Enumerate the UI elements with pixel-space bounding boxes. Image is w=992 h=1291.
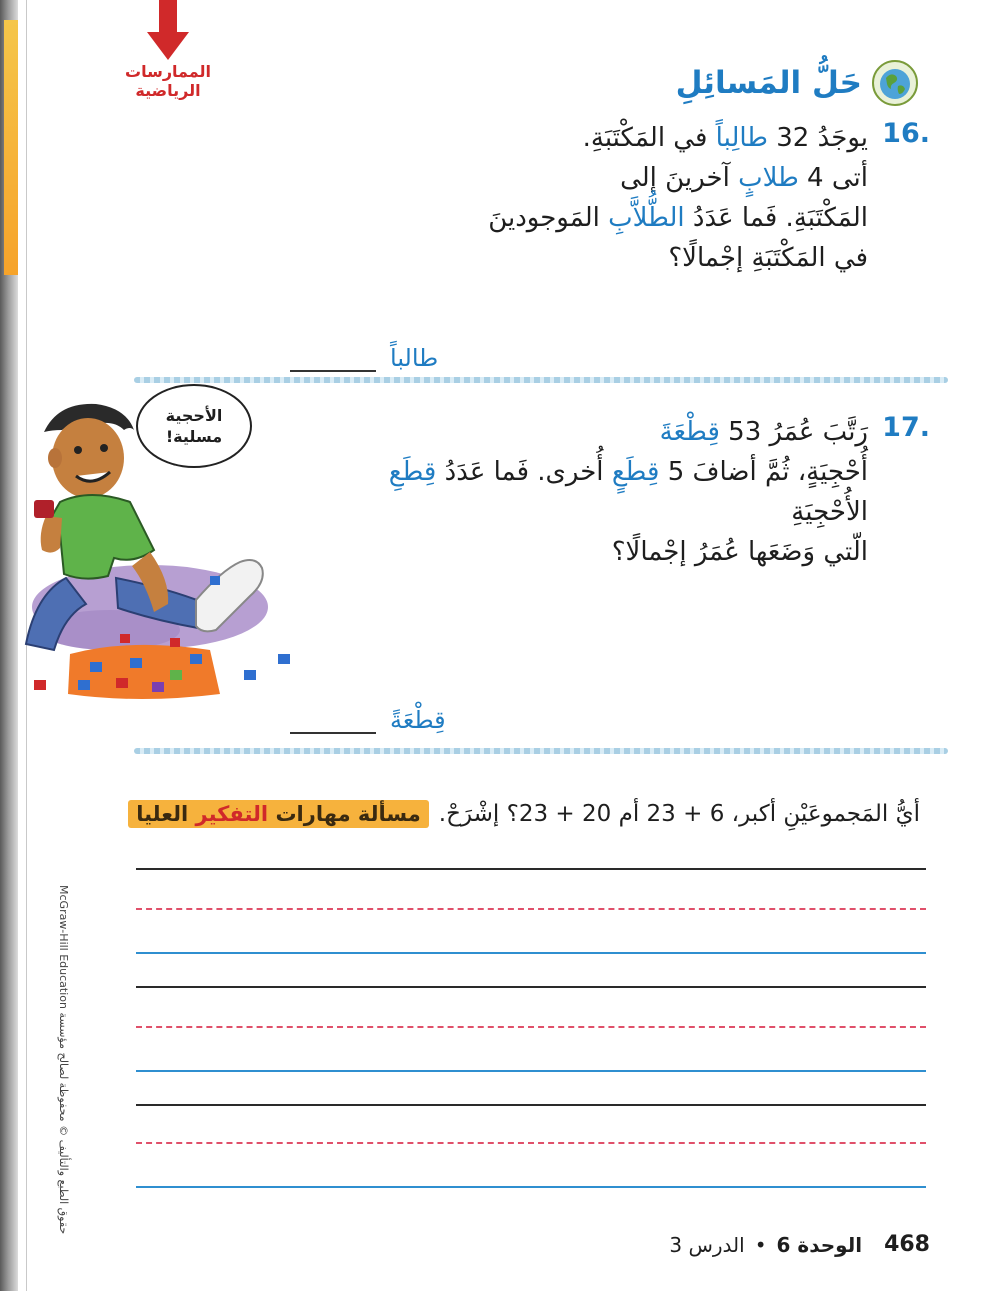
- down-arrow-icon: [143, 0, 193, 62]
- problem-number: 16.: [882, 118, 930, 149]
- text-run: رَتَّبَ عُمَرُ 53: [728, 417, 868, 447]
- speech-bubble-tail-fill: [168, 444, 183, 461]
- problem-16-line-3: [370, 198, 868, 238]
- answer-17: [290, 706, 446, 734]
- hot-badge-highlight: التفكير: [195, 802, 269, 826]
- page-footer: [669, 1232, 930, 1257]
- page-number: 468: [884, 1232, 930, 1257]
- problem-number: 17.: [882, 412, 930, 443]
- writing-line-mid[interactable]: [136, 908, 926, 910]
- text-run: آخرينَ إلى: [620, 163, 730, 193]
- problem-16-line-1: [370, 118, 868, 158]
- problem-16-line-2: [370, 158, 868, 198]
- writing-line-base[interactable]: [136, 952, 926, 954]
- hot-badge: [128, 800, 429, 828]
- keyword-students: الطُّلاَّبِ: [608, 203, 685, 233]
- writing-line-top[interactable]: [136, 986, 926, 988]
- answer-blank-16[interactable]: [290, 346, 376, 372]
- section-divider: [134, 377, 948, 383]
- math-practices-label-2: الرياضية: [135, 81, 201, 100]
- hot-problem: [128, 800, 920, 828]
- bubble-line-2: مسلية!: [165, 427, 223, 446]
- text-run: المَوجودينَ: [488, 203, 600, 233]
- problem-17-text: [350, 412, 868, 572]
- footer-unit-lesson: [669, 1233, 862, 1257]
- keyword-students: طلابٍ: [738, 163, 799, 193]
- hot-badge-text: العليا: [136, 802, 189, 826]
- speech-bubble: [136, 384, 252, 468]
- problem-16-line-4: في المَكْتَبَةِ إجْمالًا؟: [668, 243, 868, 273]
- problem-17-line-4: الّتي وَضَعَها عُمَرُ إجْمالًا؟: [611, 537, 868, 567]
- keyword-students: طالِباً: [715, 123, 768, 153]
- problem-16: [370, 118, 930, 278]
- footer-unit: الوحدة 6: [776, 1232, 863, 1257]
- writing-line-mid[interactable]: [136, 1142, 926, 1144]
- text-run: في المَكْتَبَةِ.: [582, 123, 708, 153]
- section-header: [676, 58, 918, 108]
- hot-question-text: أيُّ المَجموعَيْنِ أكبر، 6 + 23 أم 20 + 23؟ إشْرَحْ.: [438, 801, 920, 827]
- text-run: أُخرى. فَما عَدَدُ: [444, 457, 604, 487]
- math-practices-badge: [122, 0, 214, 112]
- answer-unit: قِطْعَةً: [390, 706, 446, 734]
- chapter-tab-strip: [4, 20, 18, 275]
- keyword-pieces: قِطَعِ: [388, 457, 437, 487]
- keyword-piece: قِطْعَةَ: [659, 417, 720, 447]
- writing-line-top[interactable]: [136, 1104, 926, 1106]
- keyword-pieces: قِطَعٍ: [611, 457, 660, 487]
- problem-17: [350, 412, 930, 572]
- section-title: حَلُّ المَسائِلِ: [675, 65, 862, 101]
- math-practices-label-1: الممارسات: [125, 62, 211, 81]
- hot-badge-text: مسألة مهارات: [275, 802, 421, 826]
- bubble-line-1: الأحجية: [165, 406, 223, 425]
- writing-line-base[interactable]: [136, 1070, 926, 1072]
- answer-16: [290, 344, 438, 372]
- problem-17-line-2: [350, 452, 868, 492]
- writing-line-mid[interactable]: [136, 1026, 926, 1028]
- globe-icon: [872, 60, 918, 106]
- problem-17-line-1: [350, 412, 868, 452]
- text-run: يوجَدُ 32: [776, 123, 868, 153]
- text-run: أتى 4: [807, 163, 868, 193]
- answer-blank-17[interactable]: [290, 708, 376, 734]
- text-run: أُحْجِيَةٍ، ثُمَّ أضافَ 5: [667, 457, 868, 487]
- section-divider: [134, 748, 948, 754]
- problem-17-line-3: الأُحْجِيَةِ: [791, 497, 868, 527]
- text-run: المَكْتَبَةِ. فَما عَدَدُ: [692, 203, 868, 233]
- writing-line-top[interactable]: [136, 868, 926, 870]
- answer-unit: طالباً: [390, 344, 439, 372]
- footer-lesson: الدرس 3: [669, 1232, 745, 1257]
- problem-16-text: [370, 118, 868, 278]
- copyright-text: حقوق الطبع والتأليف © محفوظة لصالح مؤسسة McGraw-Hill Education: [57, 885, 70, 1235]
- writing-line-base[interactable]: [136, 1186, 926, 1188]
- footer-separator: •: [754, 1232, 767, 1257]
